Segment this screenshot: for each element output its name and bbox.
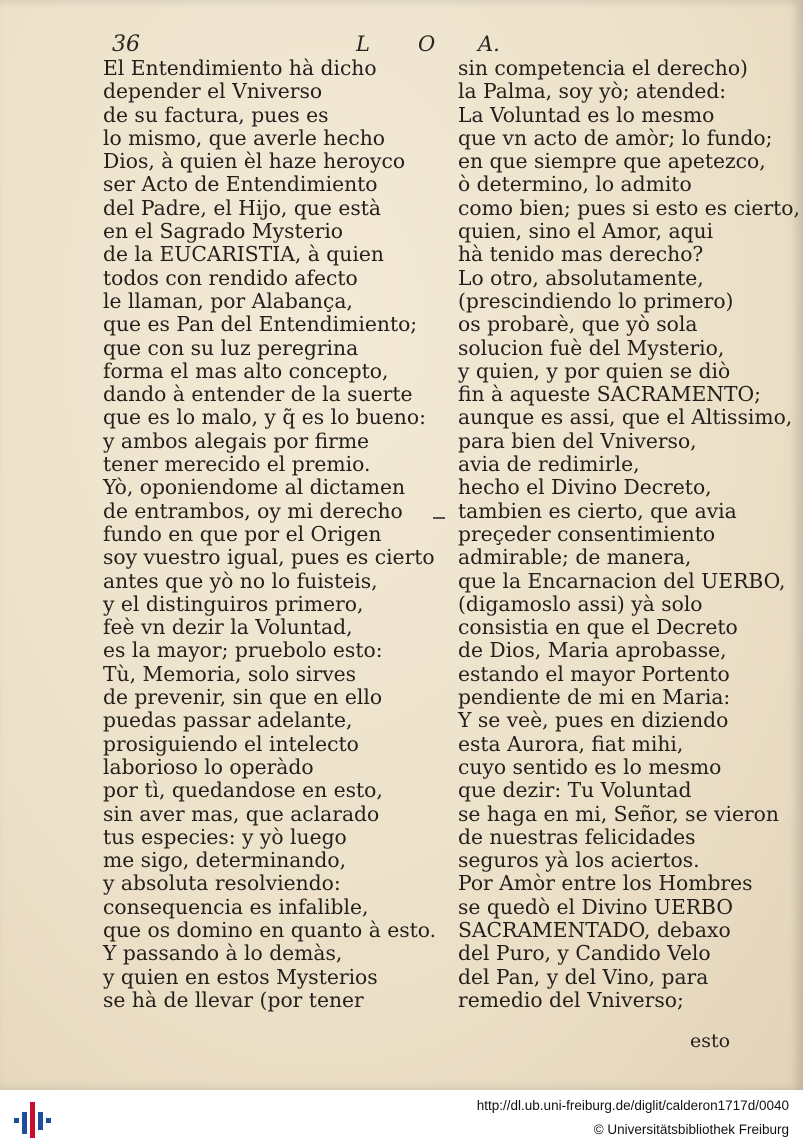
text-line: esta Aurora, fiat mihi,: [458, 731, 684, 756]
text-line: de nuestras felicidades: [458, 824, 696, 849]
text-line: consequencia es infalible,: [103, 894, 369, 919]
source-url-link[interactable]: http://dl.ub.uni-freiburg.de/diglit/calderon1717d/0040: [476, 1098, 789, 1113]
text-line: fundo en que por el Origen: [103, 521, 382, 546]
text-line: como bien; pues si esto es cierto,: [458, 195, 800, 220]
text-line: la Palma, soy yò; atended:: [458, 79, 727, 104]
text-line: Tù, Memoria, solo sirves: [103, 661, 357, 686]
text-line: ser Acto de Entendimiento: [103, 172, 378, 197]
university-logo-icon: [12, 1098, 52, 1138]
text-line: que es lo malo, y q̃ es lo bueno:: [103, 405, 426, 430]
text-line: Y passando à lo demàs,: [103, 941, 343, 966]
page-number: 36: [112, 32, 140, 57]
text-line: que es Pan del Entendimiento;: [103, 312, 418, 337]
text-line: SACRAMENTADO, debaxo: [458, 917, 731, 942]
text-line: Yò, oponiendome al dictamen: [103, 475, 406, 500]
text-line: Y se veè, pues en diziendo: [458, 708, 729, 733]
text-line: forma el mas alto concepto,: [103, 358, 389, 383]
text-line: antes que yò no lo fuisteis,: [103, 568, 378, 593]
text-line: (digamoslo assi) yà solo: [458, 591, 703, 616]
text-line: preçeder consentimiento: [458, 521, 716, 546]
text-line: pendiente de mi en Maria:: [458, 685, 731, 710]
text-line: me sigo, determinando,: [103, 848, 347, 873]
text-line: que vn acto de amòr; lo fundo;: [458, 125, 773, 150]
text-line: remedio del Vniverso;: [458, 987, 684, 1012]
text-line: Lo otro, absolutamente,: [458, 265, 704, 290]
text-line: cuyo sentido es lo mesmo: [458, 754, 722, 779]
text-line: laborioso lo operàdo: [103, 754, 314, 779]
text-line: os probarè, que yò sola: [458, 312, 698, 337]
text-line: todos con rendido afecto: [103, 265, 358, 290]
text-line: que con su luz peregrina: [103, 335, 359, 360]
text-line: y el distinguiros primero,: [103, 591, 364, 616]
text-line: puedas passar adelante,: [103, 708, 353, 733]
text-line: y absoluta resolviendo:: [103, 871, 341, 896]
text-line: del Padre, el Hijo, que està: [103, 195, 381, 220]
column-divider-mark: [433, 517, 445, 519]
text-line: y quien en estos Mysterios: [103, 964, 378, 989]
catchword: esto: [690, 1030, 731, 1052]
copyright-text: © Universitätsbibliothek Freiburg: [593, 1122, 789, 1137]
text-line: La Voluntad es lo mesmo: [458, 102, 715, 127]
text-line: le llaman, por Alabança,: [103, 288, 353, 313]
text-line: de Dios, Maria aprobasse,: [458, 638, 727, 663]
text-line: seguros yà los aciertos.: [458, 848, 700, 873]
text-line: consistia en que el Decreto: [458, 615, 738, 640]
text-line: del Puro, y Candido Velo: [458, 941, 711, 966]
running-title-letter: O: [418, 32, 436, 56]
text-line: tambien es cierto, que avia: [458, 498, 737, 523]
text-line: soy vuestro igual, pues es cierto: [103, 545, 435, 570]
text-line: El Entendimiento hà dicho: [103, 56, 377, 80]
running-title-letter: L: [356, 32, 370, 56]
text-line: depender el Vniverso: [103, 79, 323, 104]
text-line: prosiguiendo el intelecto: [103, 731, 359, 756]
text-line: se quedò el Divino UERBO: [458, 894, 733, 919]
text-line: fin à aqueste SACRAMENTO;: [458, 382, 762, 407]
viewer-footer: [0, 1090, 803, 1146]
text-line: (prescindiendo lo primero): [458, 288, 734, 313]
text-line: feè vn dezir la Voluntad,: [103, 615, 353, 640]
text-line: en el Sagrado Mysterio: [103, 219, 344, 244]
text-line: aunque es assi, que el Altissimo,: [458, 405, 793, 430]
text-line: solucion fuè del Mysterio,: [458, 335, 725, 360]
text-line: en que siempre que apetezco,: [458, 149, 766, 174]
text-line: hecho el Divino Decreto,: [458, 475, 712, 500]
text-line: de prevenir, sin que en ello: [103, 685, 383, 710]
text-line: estando el mayor Portento: [458, 661, 730, 686]
text-line: tus especies: y yò luego: [103, 824, 347, 849]
right-text-column: [458, 57, 800, 1012]
text-line: que dezir: Tu Voluntad: [458, 778, 692, 803]
text-line: sin aver mas, que aclarado: [103, 801, 380, 826]
text-line: que os domino en quanto à esto.: [103, 917, 437, 942]
text-line: de entrambos, oy mi derecho: [103, 498, 403, 523]
running-title-letter: A.: [478, 32, 500, 56]
text-line: sin competencia el derecho): [458, 56, 748, 80]
text-line: para bien del Vniverso,: [458, 428, 697, 453]
text-line: avia de redimirle,: [458, 452, 640, 477]
text-line: de la EUCARISTIA, à quien: [103, 242, 384, 267]
text-line: hà tenido mas derecho?: [458, 242, 704, 267]
text-line: lo mismo, que averle hecho: [103, 125, 385, 150]
text-line: admirable; de manera,: [458, 545, 692, 570]
text-line: de su factura, pues es: [103, 102, 329, 127]
text-line: se haga en mi, Señor, se vieron: [458, 801, 779, 826]
text-line: dando à entender de la suerte: [103, 382, 413, 407]
text-line: tener merecido el premio.: [103, 452, 371, 477]
text-line: Dios, à quien èl haze heroyco: [103, 149, 406, 174]
text-line: por tì, quedandose en esto,: [103, 778, 383, 803]
text-line: que la Encarnacion del UERBO,: [458, 568, 786, 593]
left-text-column: [103, 57, 436, 1012]
text-line: y quien, y por quien se diò: [458, 358, 731, 383]
text-line: del Pan, y del Vino, para: [458, 964, 709, 989]
text-line: se hà de llevar (por tener: [103, 987, 364, 1012]
text-line: Por Amòr entre los Hombres: [458, 871, 753, 896]
text-line: y ambos alegais por firme: [103, 428, 370, 453]
text-line: quien, sino el Amor, aqui: [458, 219, 714, 244]
text-line: es la mayor; pruebolo esto:: [103, 638, 383, 663]
text-line: ò determino, lo admito: [458, 172, 692, 197]
